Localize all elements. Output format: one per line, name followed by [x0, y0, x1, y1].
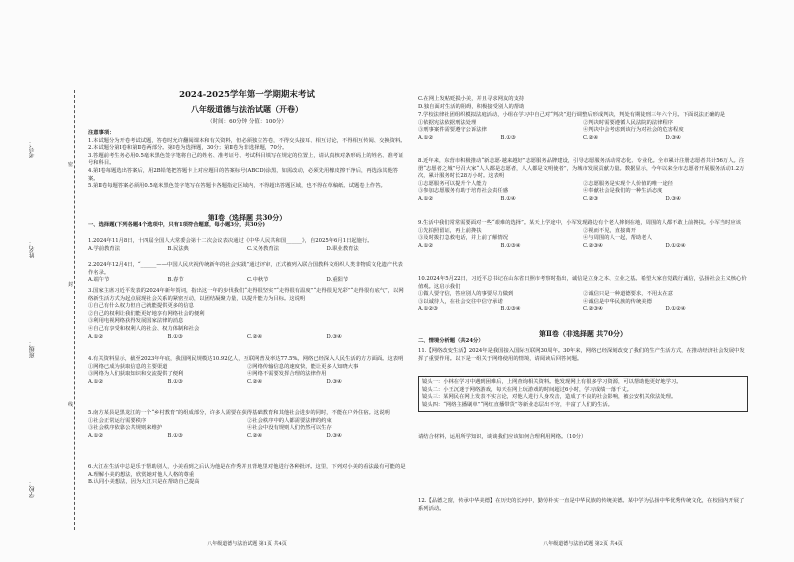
- option: C.义务教育法: [247, 245, 280, 252]
- exam-number-field: 考号：: [29, 140, 36, 158]
- statements: [418, 291, 748, 299]
- note-item: 3.答题前考生务必用0.5毫米黑色签字笔将自己的姓名、准考证号、考试科目填写在规定的位置上，请认真核对条形码上的姓名、准考证号和科目。: [88, 152, 404, 167]
- choice: D.①②④: [665, 306, 686, 313]
- part1: [88, 214, 406, 229]
- question-10: [418, 276, 748, 314]
- question-4: [88, 356, 406, 386]
- question-text: 6.大江在生活中总是乐于帮助别人，小美看到之后认为他是在作秀并且背地里对他进行各种批评。这里，下列对小美的看法最有可能的是: [88, 464, 406, 470]
- seal-char: 封: [68, 282, 74, 288]
- choice: D.③④: [665, 195, 681, 202]
- question-8: [418, 158, 748, 204]
- question-12: [418, 498, 748, 513]
- question-text: 3.国家主席习近平发表的2024年新年贺词，指出这一年的步伐我们“走得很坚实”“走得很有温度”“走得很见光彩”“走得很有底气”，以网络新生活方式为起点展现社会关系的紧密互动，以团结凝聚力量，以提升能力为目标。这说明: [88, 288, 404, 302]
- choice: A.①②: [88, 432, 104, 439]
- statement: ③社会秩序依靠公共规则来维护: [88, 425, 163, 432]
- option: A.理解小美的想法，欣赏她对他人人格的尊重: [88, 471, 195, 478]
- question-6-continued: [418, 96, 748, 111]
- statement: ③网络为人们获取知识和交流提供了便利: [88, 371, 184, 378]
- statements: [418, 299, 748, 307]
- choice: B.①③: [167, 333, 183, 340]
- question-9: [418, 220, 748, 250]
- statement: ②网络传输信息的速度快，能让更多人知晓大事: [247, 363, 359, 370]
- note-item: 2.本试题分第Ⅰ卷和第Ⅱ卷两部分。第Ⅰ卷为选择题，30分；第Ⅱ卷为非选择题，70分。: [88, 145, 288, 152]
- question-text: 1.2024年11月8日，十四届全国人大常委会第十二次会议表决通过《中华人民共和国______》，自2025年6月1日起施行。: [88, 238, 373, 244]
- choice: B.①③: [167, 378, 183, 385]
- statement: ①社会正常运行需要秩序: [88, 417, 147, 424]
- question-text: 5.南方某县是黑龙江的一个“乡村教育”的组成部分，许多人需要在获得基础教育和其他社会进步的同时，不能在户外住宿。这说明: [88, 410, 390, 416]
- choices: [418, 243, 748, 251]
- choice: A.①②③: [418, 306, 438, 313]
- statements: [418, 188, 748, 196]
- statement: ②诚信只是一种道德要求，不用太在意: [583, 291, 674, 298]
- statements: [418, 235, 748, 243]
- notes: [88, 130, 406, 191]
- question-6: [88, 464, 406, 487]
- exam-subtitle: 八年级道德与法治试题（开卷）: [191, 104, 303, 114]
- choices: [88, 379, 406, 387]
- choice: D.③④: [326, 432, 342, 439]
- options: [88, 277, 406, 285]
- option: C.中秋节: [247, 277, 269, 284]
- statement: ①网络已成为获取信息的主要渠道: [88, 363, 168, 370]
- choice: B.①④: [500, 195, 516, 202]
- statements: [88, 371, 406, 379]
- statement: ④网络不需要发挥合理的法律作用: [247, 371, 327, 378]
- choice: A.①②: [418, 195, 434, 202]
- option: B.春节: [167, 277, 184, 284]
- scenario: 镜头四：“网络主播刷单”“网红直播带货”等新业态层出不穷，丰富了人们的生活。: [422, 401, 613, 408]
- option: D.职业教育法: [326, 245, 359, 252]
- part2-heading: 第Ⅱ卷（非选择题 共70分）: [538, 329, 628, 338]
- choices: [88, 433, 406, 441]
- statement: ②社会秩序中的人都需要法律的约束: [247, 417, 332, 424]
- choices: [418, 135, 748, 143]
- choice: C.②④: [247, 378, 263, 385]
- note-item: 5.第Ⅱ卷每题答案必须用0.5毫米黑色签字笔写在答题卡各题指定区域内，不得超出答题区域，也不得在草稿纸、试题卷上作答。: [88, 183, 386, 190]
- note-item: 4.第Ⅰ卷每题选出答案后，用2B铅笔把答题卡上对应题目的答案标号(ABCD)涂黑，如需改动，必须先用橡皮擦干净后，再选涂其他答案。: [88, 167, 399, 182]
- part1-heading: 第Ⅰ卷（选择题 共30分）: [207, 213, 287, 222]
- question-text: 2.2024年12月4日，“______——中国人民庆祝传统新年的社会实践”通过评审，正式被列入联合国教科文组织人类非物质文化遗产代表作名录。: [88, 262, 403, 276]
- statement: ①做人要守信，答应别人的事要尽力做到: [418, 291, 514, 298]
- question-1: [88, 238, 406, 253]
- question-text: 7.学校法律社团组织模拟法庭活动，小组在学习中自己对“判决”进行调整后形成判决，判处有期徒刑三年六个月。下面说法正确的是: [418, 112, 726, 118]
- option: A.学前教育法: [88, 245, 120, 252]
- choice: B.①③④: [500, 306, 521, 313]
- scenario-box: [418, 376, 748, 412]
- scenario: 镜头三：某网民在网上发表不实言论，对他人进行人身攻击，造成了不良的社会影响，被公安机关依法处理。: [422, 394, 677, 401]
- question-3: [88, 288, 406, 341]
- statement: ②自己的权利让我们能更好地享有网络社会的便利: [88, 310, 205, 317]
- page-footer-left: 八年级道德与法治试题 第1页 共4页: [207, 541, 287, 547]
- statement: ③及时拨打急救电话，并上前了解情况: [418, 235, 509, 242]
- page-footer-right: 八年级道德与法治试题 第2页 共4页: [543, 541, 623, 547]
- part1-instructions: 一、选择题(下列各题4个选项中，只有1项符合题意，每小题3分，共30分): [88, 221, 266, 228]
- statements: [88, 425, 406, 433]
- option: B.民法典: [167, 245, 189, 252]
- option: C.在网上发帖贬损小美，并且寻求网友的支持: [418, 96, 525, 102]
- choice: C.②④: [247, 432, 263, 439]
- choice: C.②③④: [583, 242, 603, 249]
- note-item: 1.本试题分为开卷考试试题，答卷时允许翻阅课本和有关资料，但必须独立答卷，不得交头接耳、相互讨论，不得相互传阅、交换资料。: [88, 137, 406, 144]
- statement: ①依据宪法依据刑法处理: [418, 119, 477, 126]
- statement: ③利用电视网络获得发展国家法律的消息: [88, 318, 184, 325]
- option: A.端午节: [88, 277, 110, 284]
- statement: ④与周围的人一起，帮助老人: [583, 235, 652, 242]
- statement: ④奉献社会是我们的一种生活态度: [583, 188, 663, 195]
- statement: ④判决中会考虑到该行为对社会的危害程度: [583, 127, 684, 134]
- statement: ①志愿服务可以提升个人能力: [418, 180, 487, 187]
- statement: ①先拍照留证，再上前搀扶: [418, 227, 482, 234]
- statement: ②视而不见，直接离开: [583, 227, 636, 234]
- question-11: [418, 348, 748, 363]
- statement: ③参加志愿服务有助于培育社会责任感: [418, 188, 509, 195]
- part2: [418, 330, 748, 345]
- option: B.认同小美想法，因为大江只是在帮助自己提高: [88, 479, 200, 486]
- exam-title: 2024-2025学年第一学期期末考试: [179, 90, 315, 100]
- option: D.独自面对生活的阻碍，积极接受别人的帮助: [418, 103, 525, 110]
- choice: A.①②: [418, 242, 434, 249]
- cut-line: [74, 90, 75, 530]
- statement: ④诚信是中华民族的传统美德: [583, 298, 652, 305]
- statement: ①自己有什么权力但自己就能提供更多的信息: [88, 303, 194, 310]
- choices: [88, 334, 406, 342]
- statements: [418, 127, 748, 135]
- question-2: [88, 262, 406, 285]
- question-11-ask: [418, 434, 748, 442]
- question-5: [88, 410, 406, 440]
- choice: A.①②: [88, 378, 104, 385]
- choice: A.①②: [418, 134, 434, 141]
- question-text: 4.有关资料显示，截至2023年年底，我国网民规模达10.92亿人，互联网普及率达77.5%。网络已经深入人民生活的方方面面。这表明: [88, 356, 404, 362]
- option: D.重阳节: [326, 277, 349, 284]
- choice: C.②③: [583, 195, 599, 202]
- choice: D.③④: [326, 378, 342, 385]
- choices: [418, 196, 748, 204]
- choices: [418, 306, 748, 314]
- statement: ④自己有享受和权利人的社会、权力体制和社会: [88, 325, 200, 332]
- choice: B.①③: [167, 432, 183, 439]
- choice: B.①③: [500, 134, 516, 141]
- school-field: 学校：: [29, 480, 36, 498]
- notes-heading: 注意事项：: [88, 130, 115, 136]
- binding-strip: [10, 0, 90, 562]
- class-field: 班级：: [29, 340, 36, 358]
- question-text: 9.生活中我们常常需要面对一些“艰难的选择”。某天上学途中，小军发现路边有个老人摔倒在地，周围的人都不敢上前搀扶。小军当时应该: [418, 220, 741, 226]
- question-prompt: 请结合材料，运用所学知识，谈谈我们应该如何合理利用网络。（10分）: [418, 434, 587, 440]
- question-text: 8.近年来，东营市积极推动“新志愿·越来越好”志愿服务品牌建设，引导志愿服务活动常态化、专业化。全市累计注册志愿者共计56万人。注册“志愿者之城”号召大家“人人都是志愿者，人人都是文明使者”，为城市发展贡献力量。数据显示，今年以来全市志愿者开展服务活动1.2万次，累计服务时长28万小时。这表明: [418, 158, 745, 180]
- scenario: 镜头二：小王沉迷于网络游戏，每天在网上玩游戏的时间超过6小时，学习成绩一落千丈。: [422, 386, 632, 393]
- statement: ④社会中没有规则人们仍然可以生存: [247, 425, 332, 432]
- choice: C.②④: [583, 134, 599, 141]
- choice: A.①②: [88, 333, 104, 340]
- question-text: 12.【品德之窗，传承中华美德】在历史的长河中，勤劳朴实一直是中华民族的传统美德。某中学为弘扬中华优秀传统文化，在校园内开展了系列活动。: [418, 498, 745, 512]
- scenario: 镜头一：小林在学习中遇到困难后，上网查询相关资料。他发现网上有很多学习资源，可以帮助他更好地学习。: [422, 379, 682, 385]
- seal-char: 线: [68, 402, 74, 408]
- seal-char: 密: [68, 162, 74, 168]
- question-text: 10.2024年5月22日，习近平总书记在山东省日照市考察时指出，诚信是立身之本、立业之基。希望大家自觉践行诚信，弘扬社会主义核心价值观。这启示我们: [418, 276, 747, 290]
- choice: D.①②④: [665, 242, 686, 249]
- statement: ②志愿服务是实现个人价值的唯一途径: [583, 180, 674, 187]
- question-text: 11.【网络改变生活】2024年是我国接入国际互联网30周年。30年来，网络已经深刻改变了我们的生产生活方式，在推动经济社会发展中发挥了重要作用。以下是一组关于网络使用的情境，请阅读后回答问题。: [418, 348, 745, 362]
- choice: C.②③④: [583, 306, 603, 313]
- choice: B.①③④: [500, 242, 521, 249]
- options: [88, 246, 406, 254]
- exam-time-score: （时间：60分钟 分值：100分）: [207, 119, 287, 125]
- question-7: [418, 112, 748, 142]
- choice: C.②④: [247, 333, 263, 340]
- section2-heading: 二、情境分析题（共24分）: [418, 337, 484, 344]
- statement: ②判决时需要遵循人民法院的法律程序: [583, 119, 674, 126]
- statement: ③以诚待人，在社会交往中信守承诺: [418, 298, 503, 305]
- choice: D.③④: [665, 134, 681, 141]
- name-field: 姓名：: [29, 240, 36, 258]
- statement: ③刑事案件需要遵守公诉法律: [418, 127, 487, 134]
- choice: D.③④: [326, 333, 342, 340]
